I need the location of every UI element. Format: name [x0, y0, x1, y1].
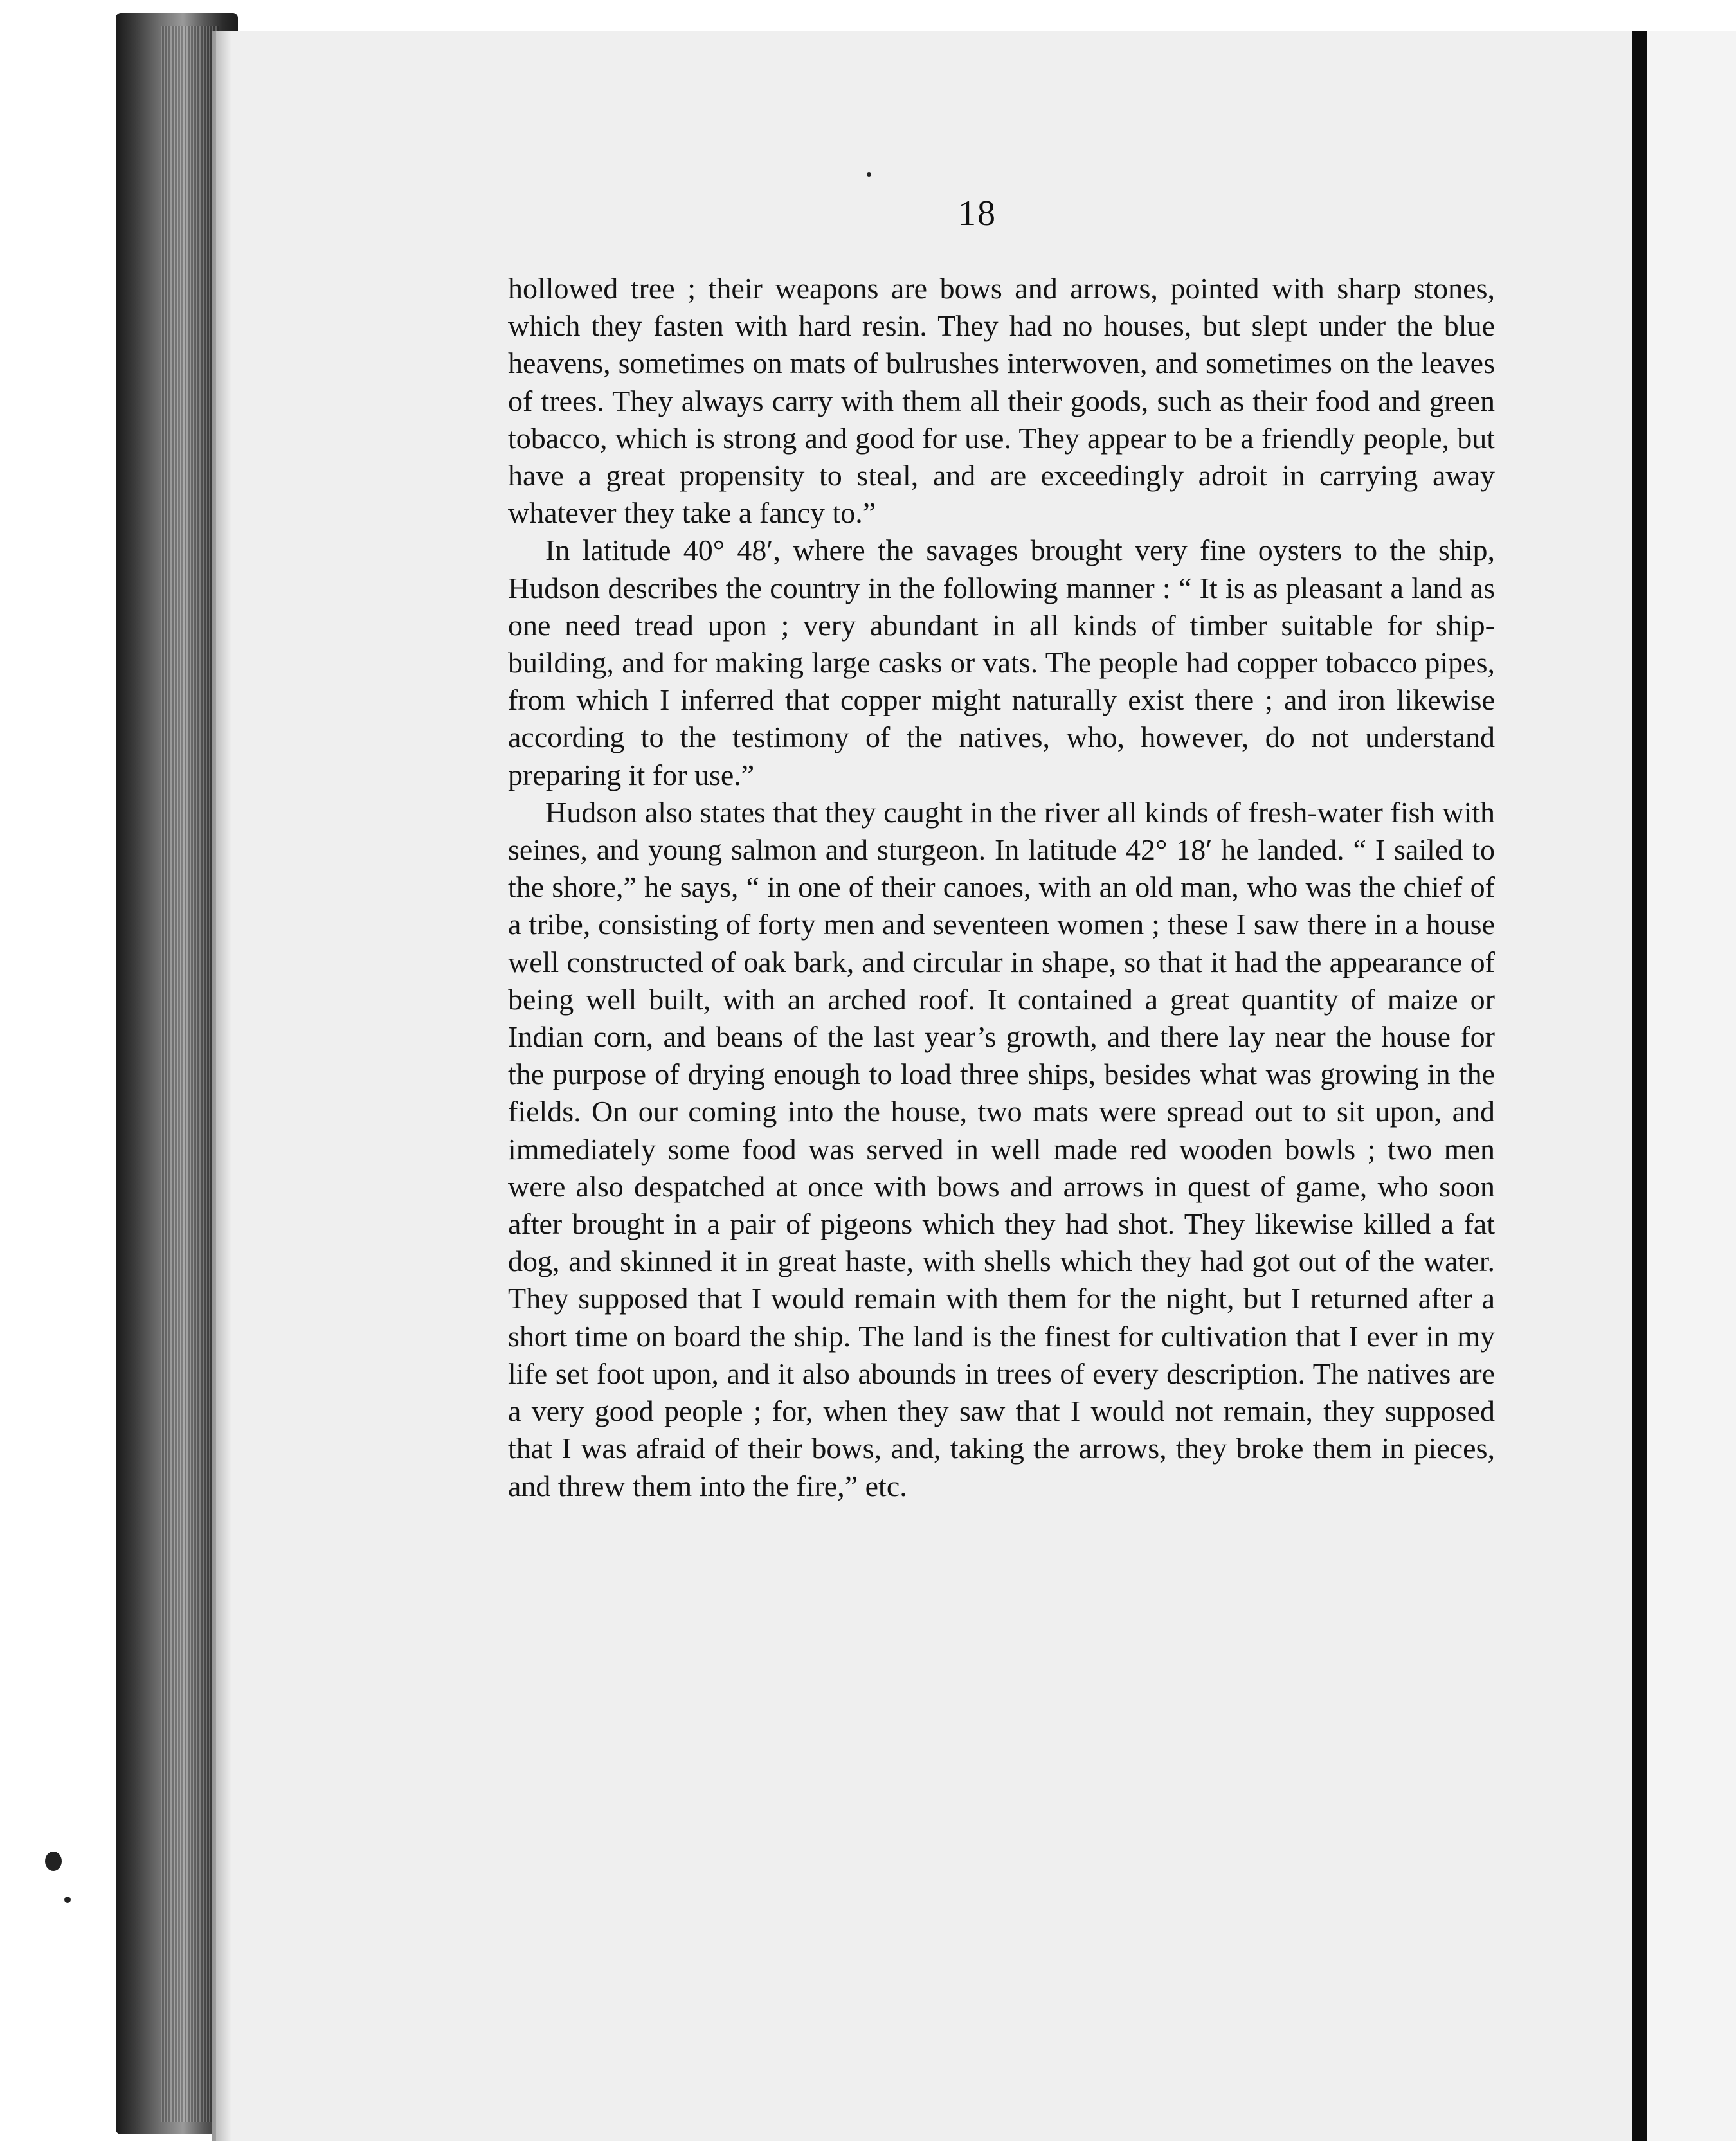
book-page-edge-lines: [161, 26, 219, 2122]
paragraph: Hudson also states that they caught in the river all kinds of fresh-water fish with seines, and young salmon and sturgeon. In latitude 42° 18′ he landed. “ I sailed to the shore,” he says, “ in one of their canoes, with an old man, who was the chief of a tribe, consisting of forty men and seventeen women ; these I saw there in a house well constructed of oak bark, and circular in shape, so that it had the appearance of being well built, with an arched roof. It contained a great quantity of maize or Indian corn, and beans of the last year’s growth, and there lay near the house for the purpose of drying enough to load three ships, besides what was growing in the fields. On our coming into the house, two mats were spread out to sit upon, and immediately some food was served in well made red wooden bowls ; two men were also despatched at once with bows and arrows in quest of game, who soon after brought in a pair of pigeons which they had shot. They likewise killed a fat dog, and skinned it in great haste, with shells which they had got out of the water. They supposed that I would remain with them for the night, but I returned after a short time on board the ship. The land is the finest for cultivation that I ever in my life set foot upon, and it also abounds in trees of every description. The natives are a very good people ; for, when they saw that I would not remain, they supposed that I was afraid of their bows, and, taking the arrows, they broke them in pieces, and threw them into the fire,” etc.: [508, 795, 1495, 1502]
facing-page-edge: [1632, 31, 1647, 2141]
page-number: 18: [958, 194, 997, 233]
body-text: [508, 270, 1495, 1505]
scan-speck: [45, 1852, 62, 1871]
paragraph: In latitude 40° 48′, where the savages brought very fine oysters to the ship, Hudson describes the country in the following manner : “ It is as pleasant a land as one need tread upon ; very abundant in all kinds of timber suitable for ship-building, and for making large casks or vats. The people had copper tobacco pipes, from which I inferred that copper might naturally exist there ; and iron likewise according to the testimony of the natives, who, however, do not understand preparing it for use.”: [508, 534, 1495, 791]
facing-page-strip: [1647, 31, 1736, 2141]
gutter-shadow: [212, 31, 231, 2141]
scan-speck: [64, 1897, 71, 1903]
scan-speck: [867, 172, 871, 177]
paragraph: hollowed tree ; their weapons are bows and arrows, pointed with sharp stones, which they fasten with hard resin. They had no houses, but slept under the blue heavens, sometimes on mats of bulrushes interwoven, and sometimes on the leaves of trees. They always carry with them all their goods, such as their food and green tobacco, which is strong and good for use. They appear to be a friendly people, but have a great propensity to steal, and are exceedingly adroit in carrying away whatever they take a fancy to.”: [508, 272, 1495, 530]
